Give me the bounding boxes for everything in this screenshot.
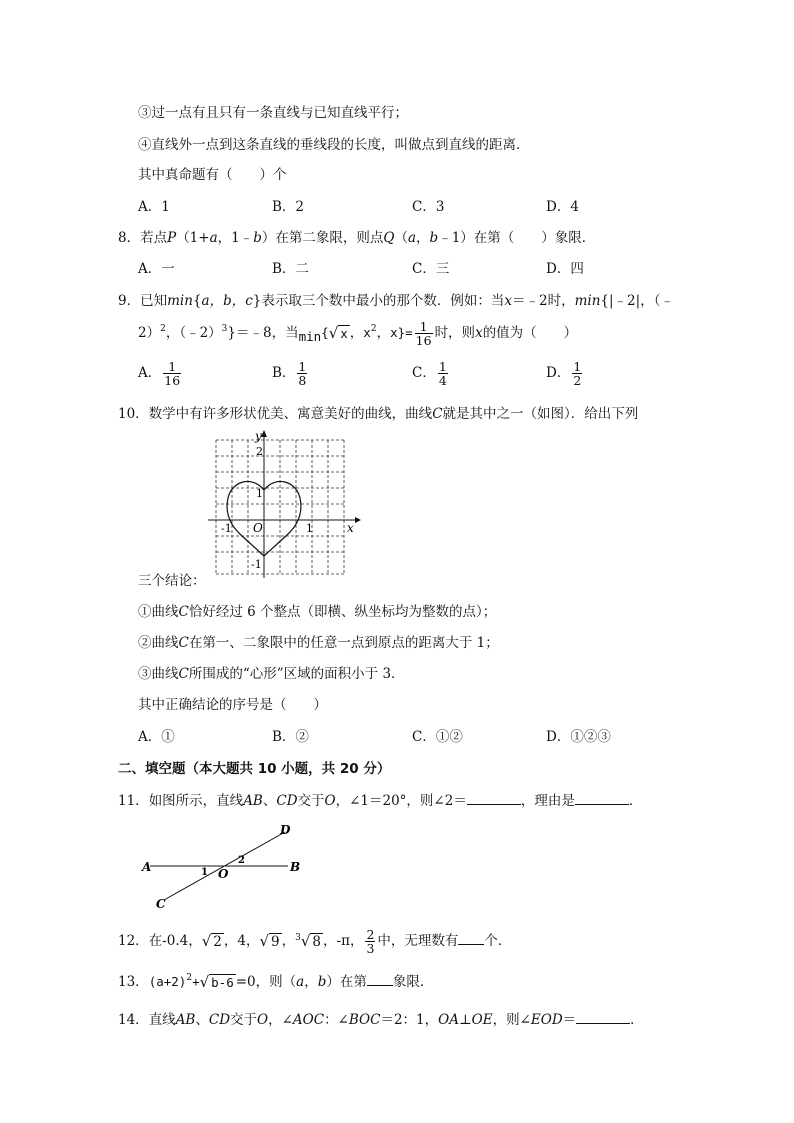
q8-text: （ — [394, 230, 408, 246]
q14-stem — [118, 1010, 644, 1029]
q10-stem — [118, 405, 638, 423]
label-a: A — [142, 860, 152, 874]
answer-blank[interactable] — [576, 1010, 630, 1024]
equals: = — [405, 325, 413, 340]
q7-statement-4: ④直线外一点到这条直线的垂线段的长度，叫做点到直线的距离． — [138, 137, 530, 153]
q11-text: 如图所示，直线 — [148, 793, 244, 809]
y-tick-2: 2 — [256, 445, 263, 458]
radicand: 9 — [271, 934, 280, 950]
q9-text: 已知 — [140, 293, 168, 309]
q10-option-c[interactable]: C．①② — [412, 729, 463, 745]
q7-option-b[interactable]: B．2 — [272, 199, 305, 215]
point-o: O — [324, 793, 336, 809]
y-axis-arrow-icon — [261, 430, 267, 437]
q9-text: ＝﹣2时， — [512, 293, 575, 309]
q10-conclusion-3 — [138, 665, 405, 683]
q14-text: ，则∠ — [492, 1012, 531, 1028]
q11-text: 交于 — [297, 793, 325, 809]
sqrt-x — [329, 320, 350, 347]
q13-text: ）在第 — [326, 974, 367, 990]
radicand: x — [340, 326, 348, 341]
fraction — [163, 360, 181, 387]
curve-c: C — [432, 406, 443, 422]
q8-stem — [118, 229, 595, 247]
curve-c: C — [178, 635, 189, 651]
line-cd: CD — [208, 1012, 231, 1028]
q12-text: 个． — [484, 933, 512, 949]
q8-number: 8． — [118, 230, 141, 246]
var-a: a — [407, 230, 417, 246]
denominator: 4 — [438, 373, 447, 388]
q11-text: ，理由是 — [520, 793, 575, 809]
fraction-2-3 — [365, 928, 375, 955]
fraction-1-16 — [415, 320, 433, 347]
intersecting-lines-figure — [138, 820, 308, 912]
q8-text: 若点 — [140, 230, 168, 246]
sqrt-2 — [202, 929, 224, 954]
angle-boc: BOC — [348, 1012, 381, 1028]
q10-text: 就是其中之一（如图）．给出下列 — [442, 406, 639, 422]
radical-sign: √ — [259, 932, 270, 950]
cube-root-8 — [295, 929, 323, 954]
var-b: b — [317, 974, 327, 990]
radical-sign: √ — [328, 324, 339, 342]
origin-label: O — [253, 521, 263, 535]
exponent: 2 — [186, 973, 193, 983]
var-a: a — [296, 974, 305, 990]
q13-text: ， — [304, 974, 318, 990]
denominator: 3 — [366, 941, 375, 956]
q9-text: 2） — [138, 325, 161, 341]
x-tick-1: 1 — [306, 522, 313, 535]
fraction — [297, 360, 307, 387]
q14-text: ：∠ — [324, 1012, 349, 1028]
q8-text: ）在第二象限，则点 — [261, 230, 384, 246]
y-tick-1: 1 — [256, 487, 263, 500]
sqrt-9 — [259, 929, 281, 954]
label-b: B — [290, 860, 301, 874]
denominator: 16 — [164, 373, 181, 388]
option-label: C． — [412, 365, 436, 381]
radical-sign: √ — [199, 973, 210, 991]
q7-option-c[interactable]: C．3 — [412, 199, 445, 215]
radical-sign: √ — [300, 932, 311, 950]
angle-eod: EOD — [530, 1012, 563, 1028]
q14-text: 直线 — [148, 1012, 176, 1028]
q9-option-a[interactable] — [138, 360, 183, 387]
line-cd: CD — [276, 793, 298, 809]
q14-text: ＝2：1， — [380, 1012, 439, 1028]
section-heading-fill-in: 二、填空题（本大题共 10 小题，共 20 分） — [118, 761, 391, 777]
q10-option-b[interactable]: B．② — [272, 729, 309, 745]
q8-text: ﹣1）在第（ ）象限． — [438, 230, 596, 246]
q9-option-d[interactable] — [546, 360, 584, 387]
line-ab: AB — [175, 1012, 196, 1028]
answer-blank[interactable] — [458, 931, 484, 945]
q12-text: ，4， — [223, 933, 260, 949]
q9-args: a，b，c — [201, 293, 253, 309]
q13-expression: (a+2) — [148, 974, 187, 989]
point-p: P — [167, 230, 177, 246]
q9-option-c[interactable] — [412, 360, 450, 387]
exponent: 3 — [221, 324, 228, 334]
q11-text: ． — [628, 793, 643, 809]
denominator: 16 — [415, 333, 432, 348]
q10-text: ②曲线 — [138, 635, 179, 651]
denominator: 8 — [298, 373, 307, 388]
numerator: 1 — [298, 359, 307, 374]
option-label: A． — [138, 365, 162, 381]
q10-text: ①曲线 — [138, 604, 179, 620]
q7-option-a[interactable]: A．1 — [138, 199, 170, 215]
q9-text: {|﹣2|，（﹣ — [600, 293, 674, 309]
q14-text: ＝ — [562, 1012, 577, 1028]
q13-expression: + — [192, 974, 200, 989]
q8-text: ， — [416, 230, 430, 246]
min-function: min — [298, 329, 322, 344]
q9-number: 9． — [118, 293, 141, 309]
q12-text: ， — [281, 933, 296, 949]
q9-text: 的值为（ ） — [482, 325, 578, 341]
q12-text: 中，无理数有 — [377, 933, 459, 949]
option-label: D． — [546, 365, 571, 381]
q9-text: ，（﹣2） — [165, 325, 222, 341]
q12-text: 在-0.4， — [148, 933, 202, 949]
q7-question: 其中真命题有（ ）个 — [138, 167, 287, 183]
angle-aoc: AOC — [292, 1012, 325, 1028]
q7-statement-3: ③过一点有且只有一条直线与已知直线平行； — [138, 105, 408, 121]
var-x: x — [504, 293, 512, 309]
q9-option-b[interactable] — [272, 360, 309, 387]
q12-text: ，-π， — [323, 933, 364, 949]
q8-option-d[interactable]: D．四 — [546, 261, 584, 277]
radical-sign: √ — [201, 932, 212, 950]
line-ab: AB — [243, 793, 263, 809]
var-x: x — [390, 325, 398, 340]
var-x: x — [363, 325, 371, 340]
q11-number: 11． — [118, 793, 149, 809]
min-function: min — [167, 293, 193, 309]
brace: } — [397, 325, 406, 340]
q11-text: ，∠1＝20°，则∠2＝ — [335, 793, 467, 809]
q13-text: 象限． — [392, 974, 434, 990]
fraction — [572, 360, 582, 387]
answer-blank[interactable] — [467, 791, 521, 805]
curve-c: C — [178, 604, 189, 620]
label-c: C — [156, 897, 166, 911]
q12-number: 12． — [118, 933, 149, 949]
q13-number: 13． — [118, 974, 149, 990]
q9-text: }＝﹣8，当 — [227, 325, 299, 341]
q8-option-b[interactable]: B．二 — [272, 261, 309, 277]
numerator: 1 — [415, 320, 433, 334]
q7-option-d[interactable]: D．4 — [546, 199, 579, 215]
ray-oe: OE — [471, 1012, 493, 1028]
q11-stem — [118, 791, 642, 810]
q9-text: { — [192, 293, 202, 309]
q14-number: 14． — [118, 1012, 149, 1028]
angle-1-label: 1 — [201, 867, 208, 878]
answer-blank[interactable] — [367, 972, 393, 986]
angle-2-label: 2 — [238, 855, 245, 866]
q10-conclusion-2 — [138, 634, 499, 652]
var-b: b — [429, 230, 439, 246]
q10-option-a[interactable]: A．① — [138, 729, 175, 745]
brace: { — [321, 325, 329, 340]
q10-text: 恰好经过 6 个整点（即横、纵坐标均为整数的点）； — [188, 604, 497, 620]
x-tick-neg1: -1 — [221, 522, 232, 535]
numerator: 1 — [438, 359, 447, 374]
radicand: 2 — [213, 934, 222, 950]
ray-oa: OA — [438, 1012, 459, 1028]
option-label: B． — [272, 365, 296, 381]
point-o: O — [257, 1012, 269, 1028]
q9-stem-line1 — [118, 292, 674, 310]
q10-text: 数学中有许多形状优美、寓意美好的曲线，曲线 — [148, 406, 433, 422]
q13-stem — [118, 970, 433, 995]
q11-text: 、 — [262, 793, 277, 809]
min-function: min — [574, 293, 601, 309]
heart-curve-graph — [205, 428, 365, 580]
x-axis-label: x — [347, 521, 354, 535]
q14-text: 、 — [195, 1012, 209, 1028]
q8-option-a[interactable]: A．一 — [138, 261, 175, 277]
label-o: O — [218, 867, 229, 881]
q10-option-d[interactable]: D．①②③ — [546, 729, 611, 745]
var-x: x — [475, 325, 483, 341]
q14-text: 交于 — [230, 1012, 258, 1028]
answer-blank[interactable] — [575, 791, 629, 805]
numerator: 1 — [573, 359, 582, 374]
q8-text: （1+ — [176, 230, 210, 246]
q10-text: ③曲线 — [138, 666, 179, 682]
q8-option-c[interactable]: C．三 — [412, 261, 450, 277]
q12-stem — [118, 928, 511, 955]
curve-c: C — [178, 666, 189, 682]
numerator: 1 — [163, 360, 181, 374]
x-axis-arrow-icon — [355, 517, 361, 523]
q10-number: 10． — [118, 406, 149, 422]
radicand: b-6 — [211, 975, 234, 990]
y-tick-neg1: -1 — [251, 558, 262, 571]
label-d: D — [280, 823, 291, 837]
q14-text: ⊥ — [458, 1012, 472, 1028]
var-a: a — [209, 230, 218, 246]
q10-conclusion-1 — [138, 603, 496, 621]
q10-text: 在第一、二象限中的任意一点到原点的距离大于 1； — [188, 635, 499, 651]
sqrt-b-minus-6 — [200, 970, 236, 995]
fraction — [438, 360, 448, 387]
q14-text: ． — [630, 1012, 644, 1028]
q9-stem-line2 — [138, 320, 577, 347]
y-axis-label: y — [255, 429, 262, 443]
root-index: 3 — [295, 933, 301, 943]
q9-text: }表示取三个数中最小的那个数．例如：当 — [252, 293, 505, 309]
q13-text: =0，则（ — [235, 974, 297, 990]
grid-lines — [216, 440, 344, 574]
q9-text: ， — [349, 325, 364, 341]
exponent: 2 — [370, 324, 377, 334]
var-b: b — [253, 230, 262, 246]
q8-text: ，1﹣ — [217, 230, 254, 246]
numerator: 2 — [366, 927, 375, 942]
exponent: 2 — [160, 324, 166, 334]
q10-question: 其中正确结论的序号是（ ） — [138, 697, 327, 713]
q9-text: ， — [376, 325, 391, 341]
q10-three-conclusions: 三个结论： — [138, 573, 206, 589]
denominator: 2 — [573, 373, 582, 388]
q9-text: 时，则 — [434, 325, 476, 341]
point-q: Q — [383, 230, 395, 246]
radicand: 8 — [312, 934, 322, 950]
q10-text: 所围成的“心形”区域的面积小于 3． — [188, 666, 405, 682]
q14-text: ，∠ — [268, 1012, 293, 1028]
